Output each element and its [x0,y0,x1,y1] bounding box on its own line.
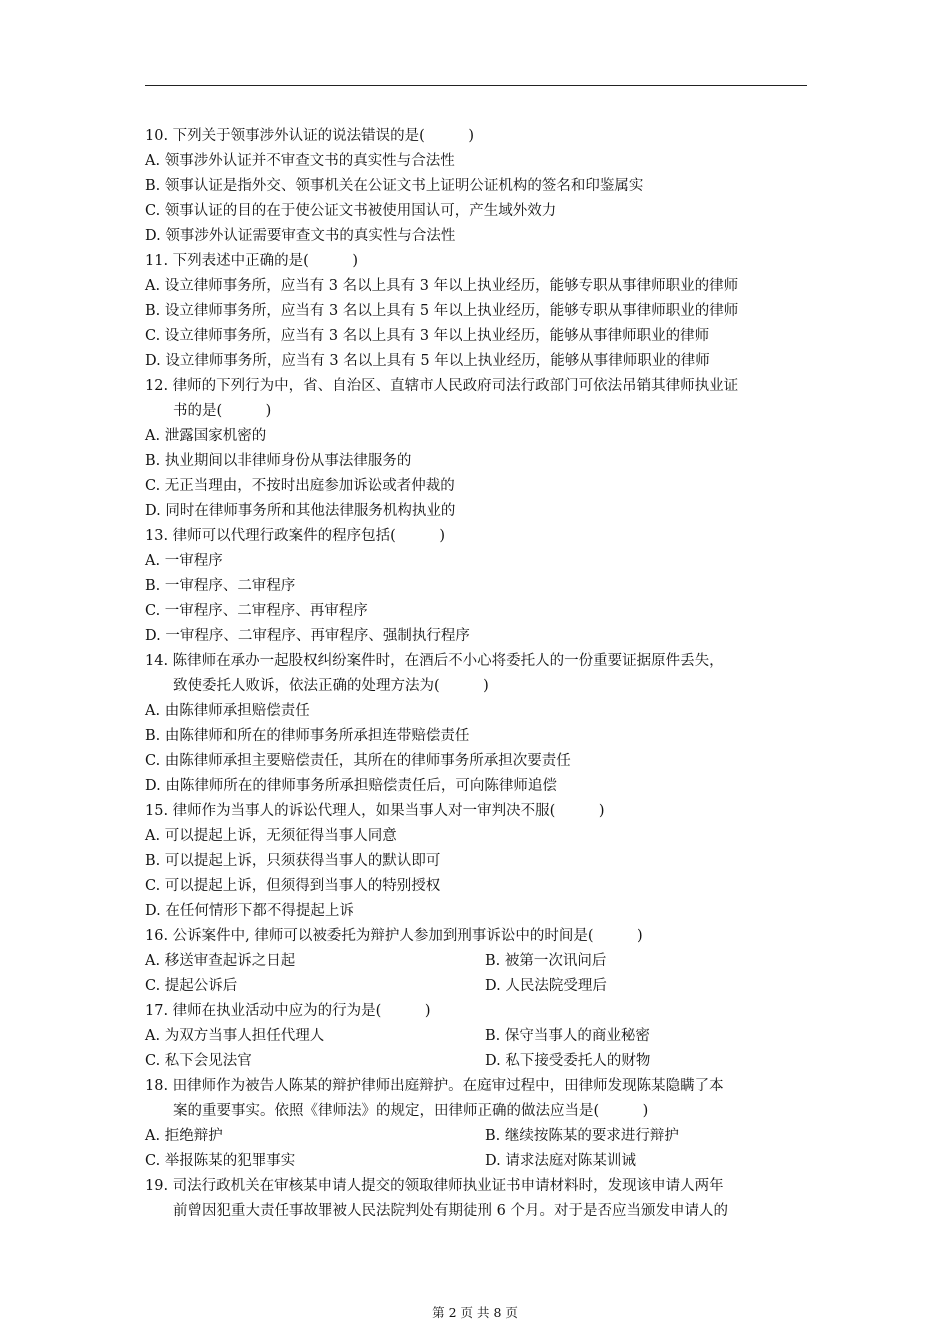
question-18 [145,1074,825,1174]
question-stem: 14. 陈律师在承办一起股权纠纷案件时，在酒后不小心将委托人的一份重要证据原件丢失， [145,653,724,669]
answer-option-row [145,974,825,999]
answer-option: C. 可以提起上诉，但须得到当事人的特别授权 [145,878,441,894]
question-14 [145,649,825,799]
answer-option: B. 被第一次讯问后 [485,953,607,969]
question-17 [145,999,825,1074]
question-10 [145,124,825,249]
answer-option: A. 拒绝辩护 [145,1128,223,1144]
question-stem: 15. 律师作为当事人的诉讼代理人，如果当事人对一审判决不服( ) [145,803,605,819]
answer-option: D. 同时在律师事务所和其他法律服务机构执业的 [145,503,456,519]
answer-option: D. 领事涉外认证需要审查文书的真实性与合法性 [145,228,456,244]
answer-option: B. 继续按陈某的要求进行辩护 [485,1128,679,1144]
answer-option: D. 人民法院受理后 [485,978,607,994]
answer-option: A. 可以提起上诉，无须征得当事人同意 [145,828,397,844]
answer-option: D. 由陈律师所在的律师事务所承担赔偿责任后，可向陈律师追偿 [145,778,557,794]
answer-option: A. 设立律师事务所，应当有 3 名以上具有 3 年以上执业经历，能够专职从事律师职业的律师 [145,278,739,294]
answer-option: A. 一审程序 [145,553,223,569]
answer-option: C. 举报陈某的犯罪事实 [145,1153,296,1169]
answer-option: D. 请求法庭对陈某训诫 [485,1153,636,1169]
answer-option: B. 领事认证是指外交、领事机关在公证文书上证明公证机构的签名和印鉴属实 [145,178,644,194]
answer-option: B. 设立律师事务所，应当有 3 名以上具有 5 年以上执业经历，能够专职从事律师职业的律师 [145,303,739,319]
answer-option: A. 由陈律师承担赔偿责任 [145,703,310,719]
answer-option: B. 保守当事人的商业秘密 [485,1028,650,1044]
question-stem: 19. 司法行政机关在审核某申请人提交的领取律师执业证书申请材料时，发现该申请人两年 [145,1178,724,1194]
page-footer: 第 2 页 共 8 页 [432,1305,518,1320]
question-12 [145,374,825,524]
answer-option-row [145,1149,825,1174]
answer-option: C. 私下会见法官 [145,1053,252,1069]
question-13 [145,524,825,649]
answer-option: C. 提起公诉后 [145,978,238,994]
answer-option-row [145,949,825,974]
answer-option: B. 可以提起上诉，只须获得当事人的默认即可 [145,853,441,869]
answer-option-row [145,1124,825,1149]
question-stem: 13. 律师可以代理行政案件的程序包括( ) [145,528,445,544]
header-rule [145,85,807,86]
answer-option: D. 设立律师事务所，应当有 3 名以上具有 5 年以上执业经历，能够从事律师职业的律师 [145,353,710,369]
question-list [145,124,825,1224]
answer-option: C. 一审程序、二审程序、再审程序 [145,603,368,619]
answer-option-row [145,1049,825,1074]
question-stem: 17. 律师在执业活动中应为的行为是( ) [145,1003,431,1019]
answer-option: B. 执业期间以非律师身份从事法律服务的 [145,453,412,469]
answer-option: A. 为双方当事人担任代理人 [145,1028,325,1044]
answer-option: B. 由陈律师和所在的律师事务所承担连带赔偿责任 [145,728,470,744]
question-stem: 前曾因犯重大责任事故罪被人民法院判处有期徒刑 6 个月。对于是否应当颁发申请人的 [173,1203,728,1219]
answer-option: D. 私下接受委托人的财物 [485,1053,651,1069]
answer-option: C. 由陈律师承担主要赔偿责任，其所在的律师事务所承担次要责任 [145,753,571,769]
answer-option: C. 无正当理由，不按时出庭参加诉讼或者仲裁的 [145,478,455,494]
answer-option: A. 移送审查起诉之日起 [145,953,296,969]
question-stem: 18. 田律师作为被告人陈某的辩护律师出庭辩护。在庭审过程中，田律师发现陈某隐瞒了本 [145,1078,724,1094]
answer-option: C. 领事认证的目的在于使公证文书被使用国认可，产生域外效力 [145,203,557,219]
answer-option: B. 一审程序、二审程序 [145,578,296,594]
question-15 [145,799,825,924]
question-stem: 16. 公诉案件中, 律师可以被委托为辩护人参加到刑事诉讼中的时间是( ) [145,928,643,944]
question-16 [145,924,825,999]
answer-option: D. 一审程序、二审程序、再审程序、强制执行程序 [145,628,470,644]
question-11 [145,249,825,374]
question-stem: 书的是( ) [173,403,272,419]
answer-option: D. 在任何情形下都不得提起上诉 [145,903,354,919]
question-stem: 致使委托人败诉，依法正确的处理方法为( ) [173,678,489,694]
answer-option: A. 领事涉外认证并不审查文书的真实性与合法性 [145,153,455,169]
question-stem: 案的重要事实。依照《律师法》的规定，田律师正确的做法应当是( ) [173,1103,649,1119]
answer-option: A. 泄露国家机密的 [145,428,267,444]
question-stem: 12. 律师的下列行为中，省、自治区、直辖市人民政府司法行政部门可依法吊销其律师执业证 [145,378,739,394]
question-stem: 10. 下列关于领事涉外认证的说法错误的是( ) [145,128,474,144]
question-19 [145,1174,825,1224]
answer-option: C. 设立律师事务所，应当有 3 名以上具有 3 年以上执业经历，能够从事律师职业的律师 [145,328,710,344]
answer-option-row [145,1024,825,1049]
question-stem: 11. 下列表述中正确的是( ) [145,253,358,269]
